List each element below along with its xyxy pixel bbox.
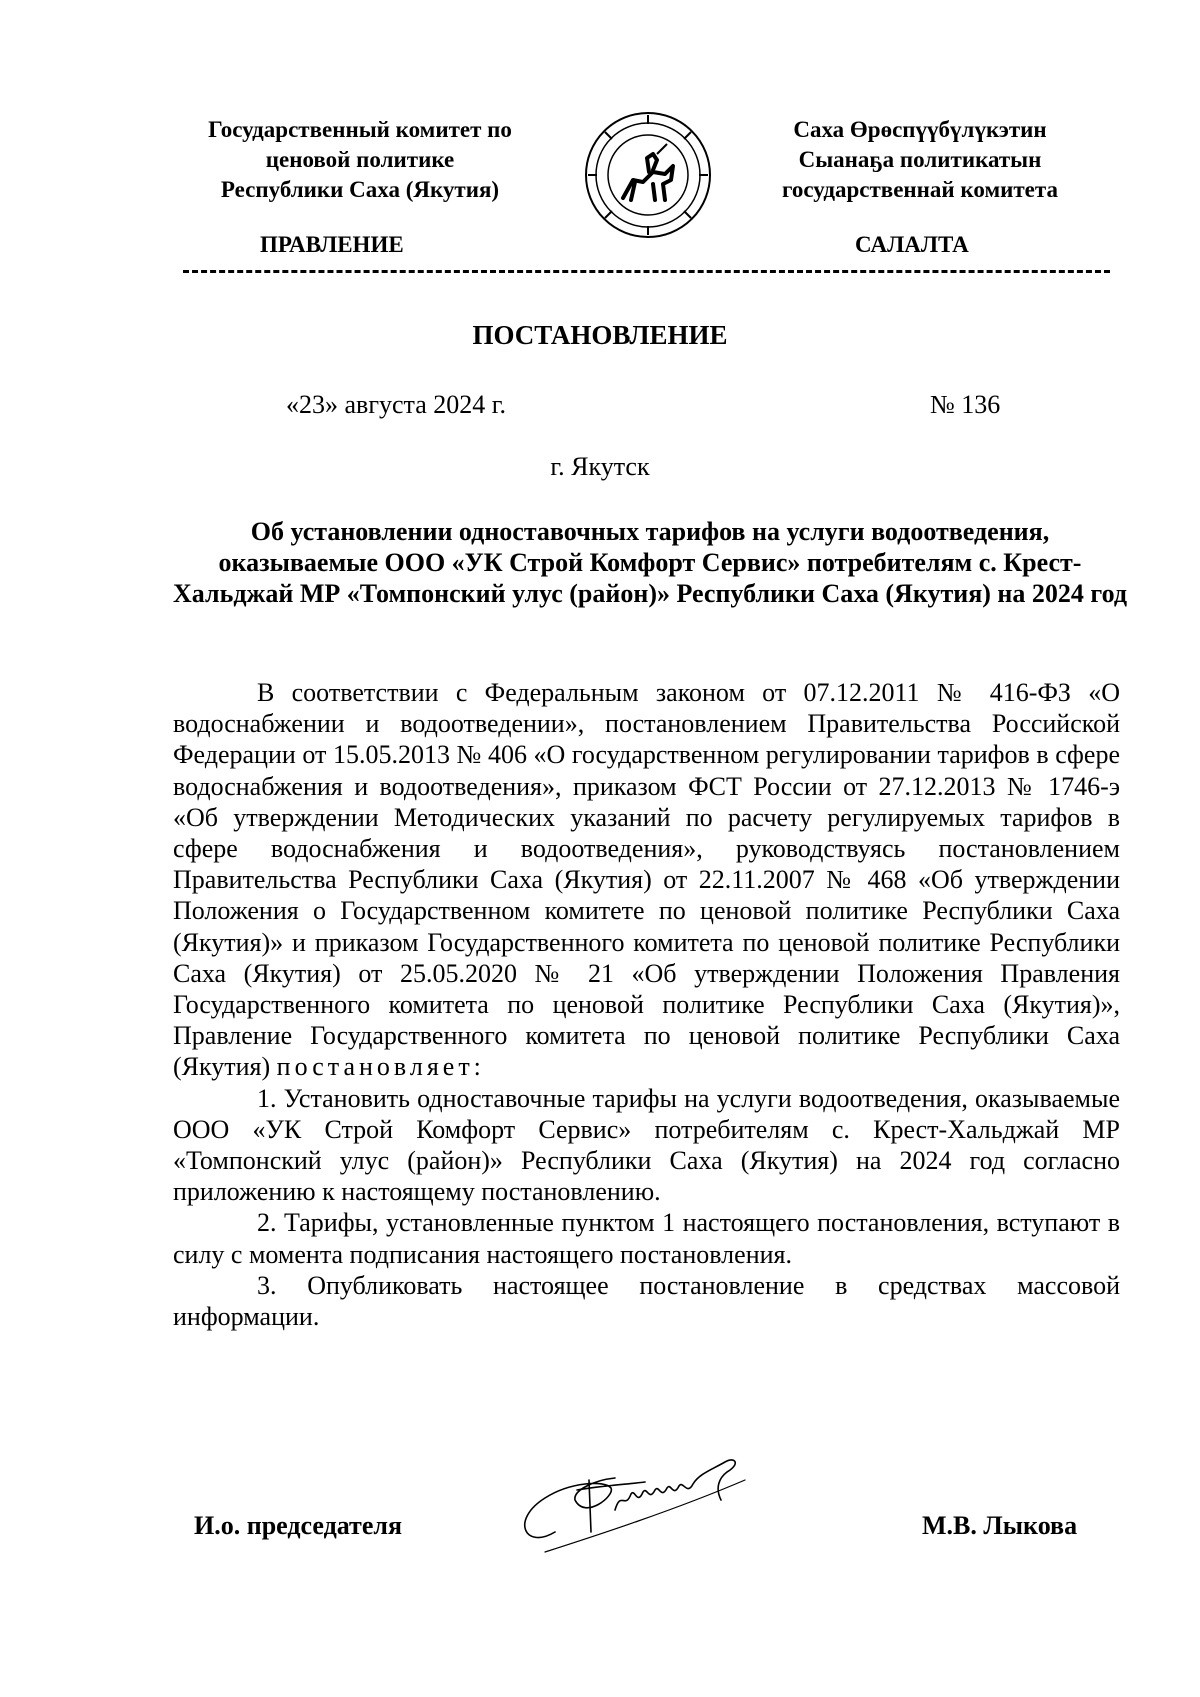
header-right-org xyxy=(720,115,1120,205)
signatory-role: И.о. председателя xyxy=(194,1511,403,1540)
document-city: г. Якутск xyxy=(550,452,650,481)
header-left-line: Республики Саха (Якутия) xyxy=(220,177,500,202)
signatory-name: М.В. Лыкова xyxy=(922,1511,1078,1540)
decree-word: постановляет: xyxy=(276,1052,485,1082)
header-left-org xyxy=(170,115,550,205)
decree-item: 3. Опубликовать настоящее постановление в средствах массовой информации. xyxy=(173,1270,1120,1332)
header-right-line: Саха Өрөспүүбүлүкэтин xyxy=(793,117,1047,142)
decree-item: 2. Тарифы, установленные пунктом 1 настоящего постановления, вступают в силу с момента подписания настоящего постановления. xyxy=(173,1208,1120,1269)
preamble-text: В соответствии с Федеральным законом от 07.12.2011 № 416-ФЗ «О водоснабжении и водоотведении», постановлением Правительства Российской Федерации от 15.05.2013 № 406 «О государственном регулировании тарифов в сфере водоснабжения и водоотведения», приказом ФСТ России от 27.12.2013 № 1746-э «Об утверждении Методических указаний по расчету регулируемых тарифов в сфере водоснабжения и водоотведения», руководствуясь постановлением Правительства Республики Саха (Якутия) от 22.11.2007 № 468 «Об утверждении Положения о Государственном комитете по ценовой политике Республики Саха (Якутия)» и приказом Государственного комитета по ценовой политике Республики Саха (Якутия) от 25.05.2020 № 21 «Об утверждении Положения Правления Государственного комитета по ценовой политике Республики Саха (Якутия)», Правление Государственного комитета по ценовой политике Республики Саха (Якутия) xyxy=(173,678,1120,1082)
document-date: «23» августа 2024 г. xyxy=(286,390,506,419)
republic-emblem-icon xyxy=(583,110,713,240)
document-type: ПОСТАНОВЛЕНИЕ xyxy=(472,320,728,350)
handwritten-signature xyxy=(515,1440,805,1570)
header-divider xyxy=(183,270,1110,273)
header-left-line: ценовой политике xyxy=(265,147,455,172)
department-left: ПРАВЛЕНИЕ xyxy=(260,232,404,257)
header-right-line: Сыанаҕа политикатын xyxy=(798,147,1042,172)
header-left-line: Государственный комитет по xyxy=(208,117,512,142)
decree-item: 1. Установить одноставочные тарифы на услуги водоотведения, оказываемые ООО «УК Строй Комфорт Сервис» потребителям с. Крест-Хальджай МР «Томпонский улус (район)» Республики Саха (Якутия) на 2024 год согласно приложению к настоящему постановлению. xyxy=(173,1083,1120,1207)
header-right-line: государственнай комитета xyxy=(782,177,1058,202)
document-body xyxy=(173,677,1120,1332)
preamble-paragraph xyxy=(173,677,1120,1083)
department-right: САЛАЛТА xyxy=(855,232,969,257)
document-title: Об установлении одноставочных тарифов на услуги водоотведения, оказываемые ООО «УК Строй Комфорт Сервис» потребителям с. Крест-Хальджай МР «Томпонский улус (район)» Республики Саха (Якутия) на 2024 год xyxy=(173,517,1127,608)
document-number: № 136 xyxy=(930,390,1001,419)
